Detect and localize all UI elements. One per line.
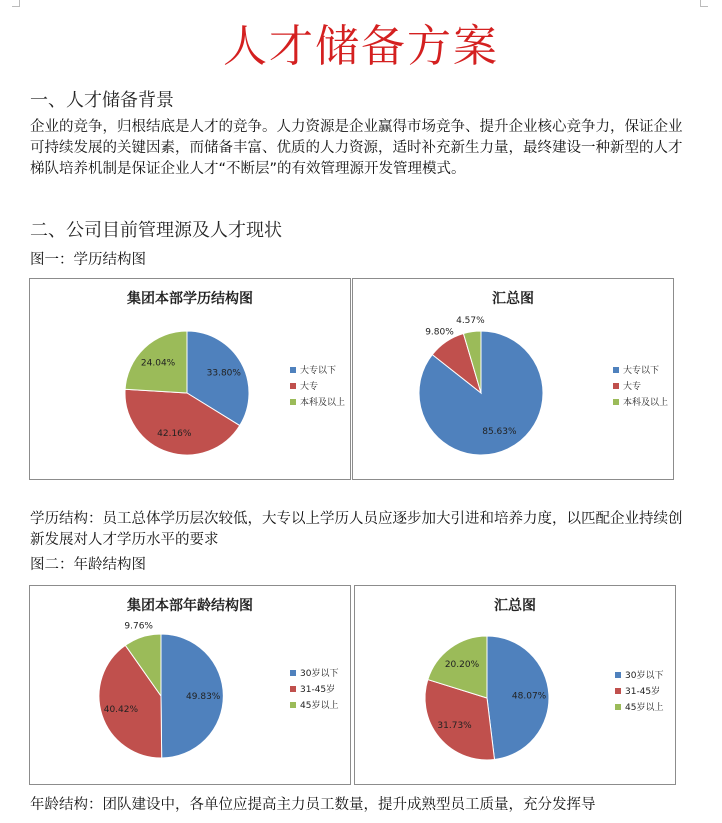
chart-edu-hq: [29, 278, 351, 480]
legend-label: 30岁以下: [300, 669, 339, 679]
chart-edu-summary-svg: [353, 279, 673, 479]
legend-swatch: [615, 704, 621, 710]
legend-swatch: [290, 702, 296, 708]
figure-2-caption: 图二：年龄结构图: [30, 557, 146, 573]
corner-mark-right: [700, 0, 708, 7]
slice-data-label: 85.63%: [482, 426, 517, 437]
legend-label: 45岁以上: [625, 703, 664, 713]
education-analysis-text: 学历结构：员工总体学历层次较低，大专以上学历人员应逐步加大引进和培养力度，以匹配企业持续创新发展对人才学历水平的要求: [30, 511, 683, 548]
section-heading-status: 二、公司目前管理源及人才现状: [30, 220, 282, 241]
chart-title: 集团本部学历结构图: [127, 291, 253, 307]
chart-edu-hq-svg: [30, 279, 350, 479]
legend-label: 45岁以上: [300, 701, 339, 711]
legend-swatch: [290, 686, 296, 692]
legend-swatch: [290, 399, 296, 405]
slice-data-label: 48.07%: [511, 691, 547, 702]
chart-title: 集团本部年龄结构图: [127, 598, 253, 614]
legend-swatch: [290, 383, 296, 389]
legend-label: 30岁以下: [625, 671, 664, 681]
legend-label: 大专以下: [300, 366, 337, 376]
legend-label: 大专: [623, 382, 642, 392]
background-paragraph: 企业的竞争，归根结底是人才的竞争。人力资源是企业赢得市场竞争、提升企业核心竞争力，保证企业可持续发展的关键因素，而储备丰富、优质的人力资源，适时补充新生力量，最终建设一种新型的人才梯队培养机制是保证企业人才“不断层”的有效管理源开发管理模式。: [30, 119, 683, 177]
chart-title: 汇总图: [494, 598, 536, 614]
legend-label: 大专: [300, 382, 319, 392]
chart-age-summary-svg: [355, 586, 675, 784]
slice-data-label: 49.83%: [186, 691, 221, 702]
legend-label: 大专以下: [623, 366, 660, 376]
slice-data-label: 33.80%: [206, 368, 241, 379]
chart-age-summary: [354, 585, 676, 785]
legend-swatch: [290, 670, 296, 676]
legend-swatch: [613, 367, 619, 373]
slice-data-label: 24.04%: [140, 358, 176, 369]
legend-swatch: [615, 688, 621, 694]
section-heading-background: 一、人才储备背景: [30, 90, 174, 111]
slice-data-label: 9.80%: [425, 327, 454, 338]
legend-swatch: [290, 367, 296, 373]
slice-data-label: 31.73%: [437, 721, 472, 731]
legend-swatch: [615, 672, 621, 678]
corner-mark-left: [12, 0, 20, 7]
chart-title: 汇总图: [492, 291, 534, 307]
slice-data-label: 20.20%: [444, 660, 480, 670]
chart-age-hq: [29, 585, 351, 785]
slice-data-label: 42.16%: [157, 429, 192, 440]
page-title: 人才储备方案: [223, 21, 499, 72]
slice-data-label: 9.76%: [124, 621, 153, 632]
figure-1-caption: 图一：学历结构图: [30, 252, 146, 268]
legend-label: 本科及以上: [623, 398, 669, 408]
legend-label: 31-45岁: [625, 687, 661, 697]
legend-label: 本科及以上: [300, 398, 346, 408]
age-analysis-text: 年龄结构：团队建设中，各单位应提高主力员工数量，提升成熟型员工质量，充分发挥导: [30, 797, 596, 813]
legend-swatch: [613, 383, 619, 389]
slice-data-label: 40.42%: [103, 704, 139, 715]
chart-edu-summary: [352, 278, 674, 480]
legend-label: 31-45岁: [300, 685, 336, 695]
legend-swatch: [613, 399, 619, 405]
slice-data-label: 4.57%: [456, 315, 485, 326]
chart-age-hq-svg: [30, 586, 350, 784]
